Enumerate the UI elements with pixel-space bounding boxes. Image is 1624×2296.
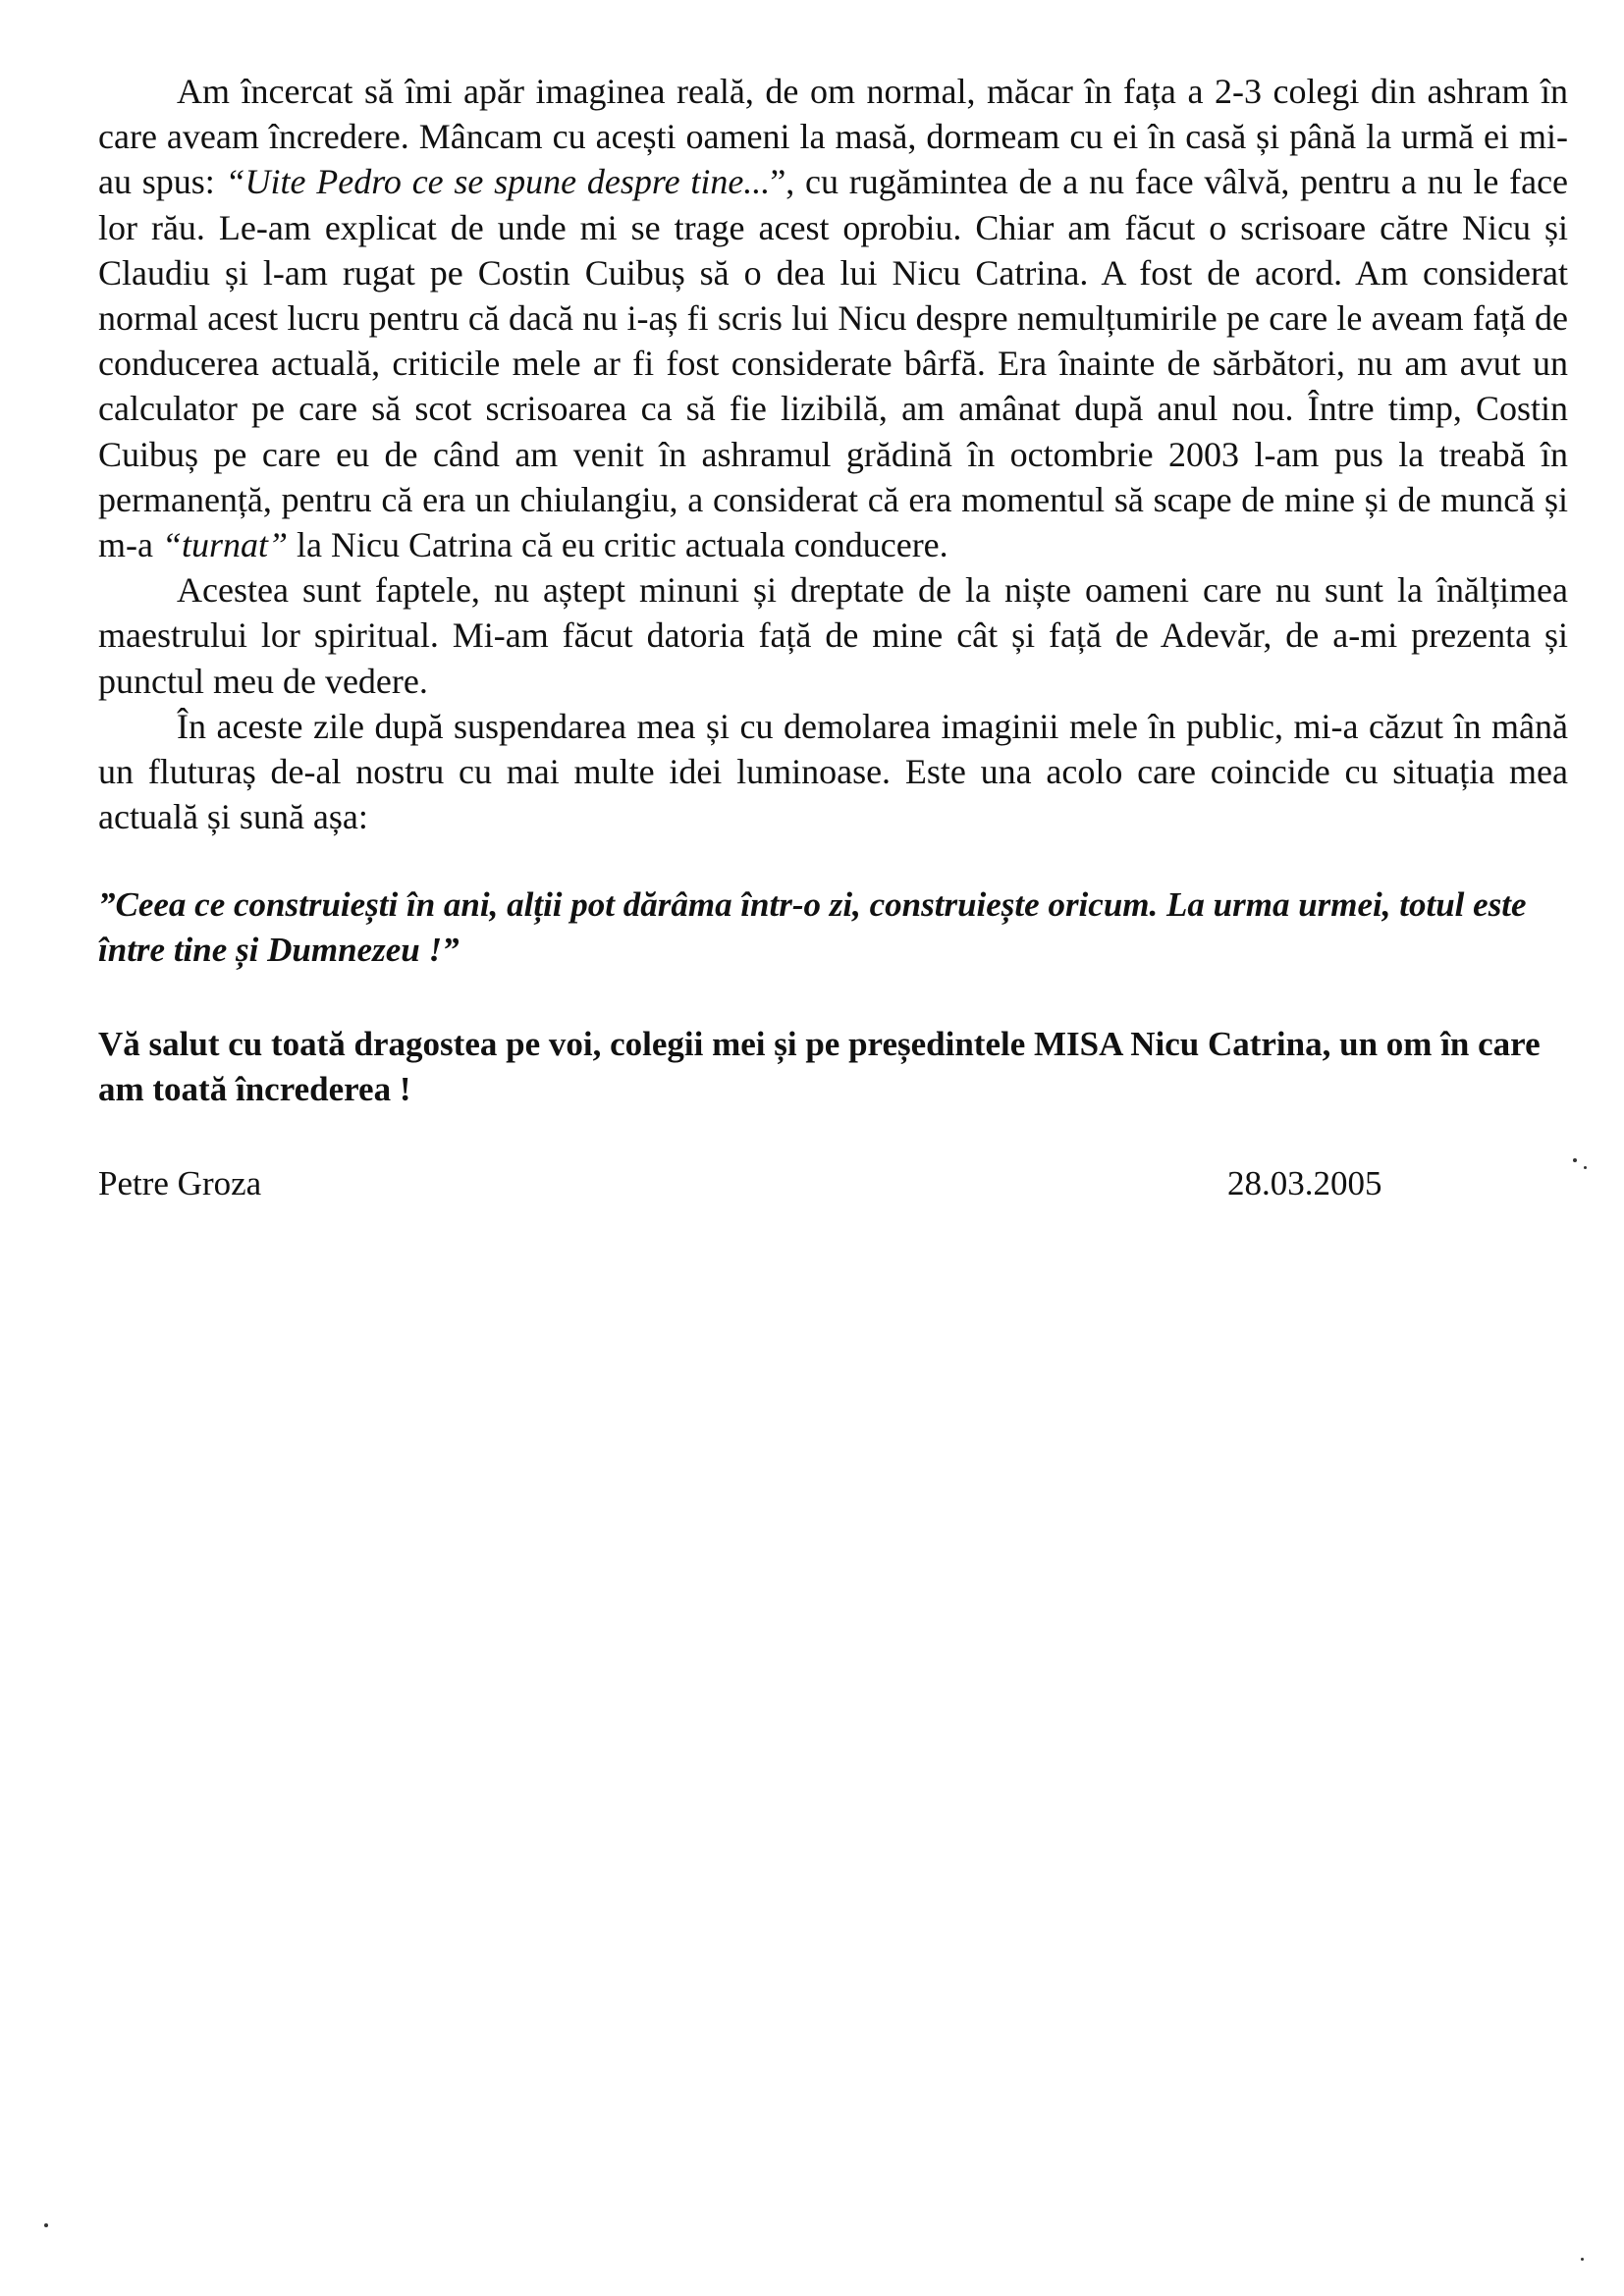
paragraph-1-quote-a: “Uite Pedro ce se spune despre tine... xyxy=(225,162,771,202)
scan-speck xyxy=(1573,1158,1577,1162)
scan-speck xyxy=(44,2223,48,2227)
letter-date: 28.03.2005 xyxy=(1227,1164,1382,1203)
salutation: Vă salut cu toată dragostea pe voi, colegii mei și pe președintele MISA Nicu Catrina, un om în care am toată încrederea ! xyxy=(98,1025,1541,1109)
paragraph-2: Acestea sunt faptele, nu aștept minuni și dreptate de la niște oameni care nu sunt la înălțimea maestrului lor spiritual. Mi-am făcut datoria față de mine cât și față de Adevăr, de a-mi prezenta și punctul meu de vedere. xyxy=(98,570,1568,701)
scan-speck xyxy=(1581,2258,1584,2261)
signature-name: Petre Groza xyxy=(98,1164,262,1203)
scan-speck xyxy=(1584,1166,1587,1169)
paragraph-3: În aceste zile după suspendarea mea și cu demolarea imaginii mele în public, mi-a căzut în mână un fluturaș de-al nostru cu mai multe idei luminoase. Este una acolo care coincide cu situația mea actuală și sună așa: xyxy=(98,706,1568,837)
signature-row xyxy=(98,1161,1568,1210)
paragraph-1 xyxy=(98,69,1568,567)
quote-block: ”Ceea ce construiești în ani, alții pot dărâma într-o zi, construiește oricum. La urma urmei, totul este între tine și Dumnezeu !” xyxy=(98,885,1527,970)
paragraph-1-text-b: ”, cu rugămintea de a nu face vâlvă, pentru a nu le face lor rău. Le-am explicat de unde mi se trage acest oprobiu. Chiar am făcut o scrisoare către Nicu și Claudiu și l-am rugat pe Costin Cuibuș să o dea lui Nicu Catrina. A fost de acord. Am considerat normal acest lucru pentru că dacă nu i-aș fi scris lui Nicu despre nemulțumirile pe care le aveam față de conducerea actuală, criticile mele ar fi fost considerate bârfă. Era înainte de sărbători, nu am avut un calculator pe care să scot scrisoarea ca să fie lizibilă, am amânat după anul nou. Între timp, Costin Cuibuș pe care eu de când am venit în ashramul grădină în octombrie 2003 l-am pus la treabă în permanență, pentru că era un chiulangiu, a considerat că era momentul să scape de mine și de muncă și m-a xyxy=(98,162,1569,565)
paragraph-1-text-a: Am încercat să îmi apăr imaginea reală, de om normal, măcar în fața a 2-3 colegi din ashram în care aveam încredere. Mâncam cu acești oameni la masă, dormeam cu ei în casă și până la urmă ei mi-au spus: xyxy=(98,72,1568,202)
paragraph-1-quote-b: “turnat” xyxy=(161,525,289,565)
letter-body xyxy=(98,69,1568,1210)
paragraph-1-text-c: la Nicu Catrina că eu critic actuala conducere. xyxy=(288,525,948,565)
